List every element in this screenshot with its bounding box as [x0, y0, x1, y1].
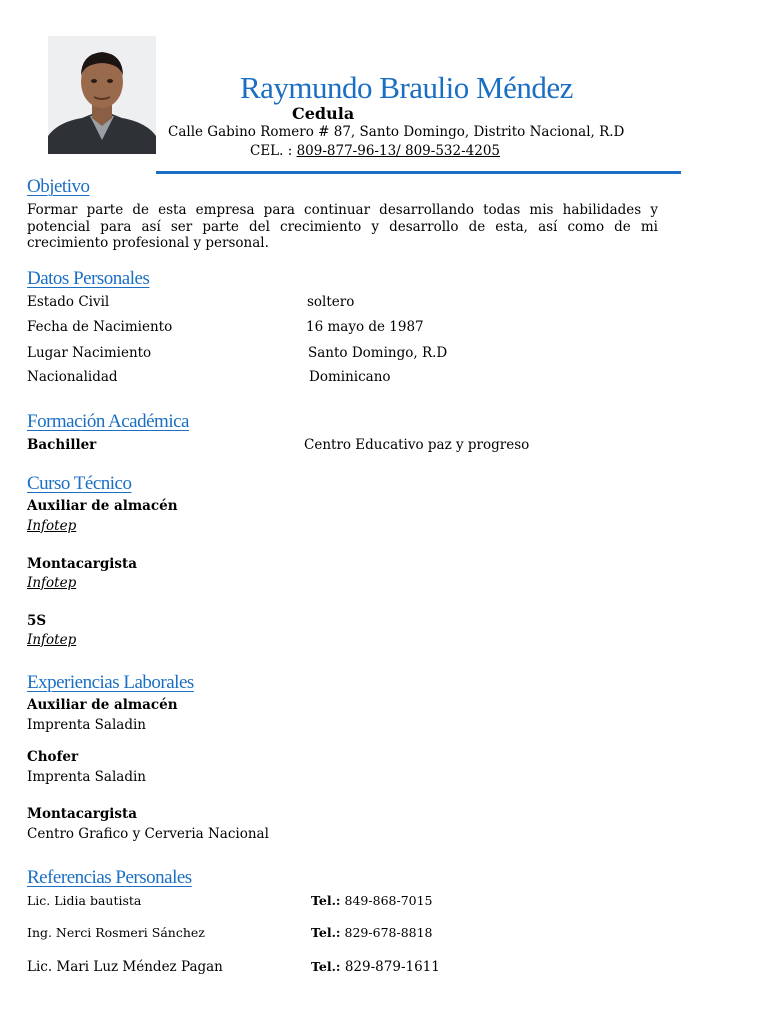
course-org: Infotep	[27, 632, 77, 648]
cel-line	[250, 143, 500, 159]
cel-label: CEL. :	[250, 143, 293, 159]
section-title-curso-tecnico: Curso Técnico	[27, 473, 132, 494]
job-role: Chofer	[27, 749, 79, 765]
tel-number: 829-879-1611	[344, 959, 440, 975]
job-role: Auxiliar de almacén	[27, 697, 178, 713]
section-title-referencias: Referencias Personales	[27, 867, 192, 888]
candidate-name: Raymundo Braulio Méndez	[240, 70, 573, 105]
job-company: Centro Grafico y Cerveria Nacional	[27, 826, 269, 842]
header-divider	[156, 171, 681, 174]
reference-phone	[311, 893, 433, 908]
reference-name: Lic. Mari Luz Méndez Pagan	[27, 959, 223, 975]
course-org: Infotep	[27, 575, 77, 591]
datos-value: soltero	[307, 294, 355, 310]
degree: Bachiller	[27, 437, 97, 453]
datos-label: Estado Civil	[27, 294, 110, 310]
course-name: Montacargista	[27, 556, 137, 572]
tel-label: Tel.:	[311, 925, 341, 940]
tel-label: Tel.:	[311, 893, 341, 908]
course-org: Infotep	[27, 518, 77, 534]
cedula-label: Cedula	[292, 104, 355, 123]
job-role: Montacargista	[27, 806, 137, 822]
datos-value: Santo Domingo, R.D	[308, 345, 448, 361]
objective-text: Formar parte de esta empresa para continuar desarrollando todas mis habilidades y potencial para así ser parte del crecimiento y desarrollo de esta, así como de mi crecimiento profesional y personal.	[27, 202, 658, 251]
reference-name: Lic. Lidia bautista	[27, 893, 142, 908]
reference-phone	[311, 959, 440, 975]
datos-label: Lugar Nacimiento	[27, 345, 152, 361]
section-title-datos-personales: Datos Personales	[27, 268, 150, 289]
profile-photo	[48, 36, 156, 154]
person-portrait-icon	[48, 36, 156, 154]
tel-number: 829-678-8818	[344, 925, 433, 940]
section-title-formacion: Formación Académica	[27, 411, 189, 432]
course-name: 5S	[27, 613, 47, 629]
school: Centro Educativo paz y progreso	[304, 437, 530, 453]
datos-value: 16 mayo de 1987	[306, 319, 424, 335]
tel-label: Tel.:	[311, 959, 341, 974]
datos-label: Nacionalidad	[27, 369, 118, 385]
datos-label: Fecha de Nacimiento	[27, 319, 173, 335]
section-title-experiencias: Experiencias Laborales	[27, 672, 194, 693]
tel-number: 849-868-7015	[344, 893, 433, 908]
job-company: Imprenta Saladin	[27, 769, 146, 785]
job-company: Imprenta Saladin	[27, 717, 146, 733]
course-name: Auxiliar de almacén	[27, 498, 178, 514]
phone-numbers: 809-877-96-13/ 809-532-4205	[296, 143, 501, 159]
datos-value: Dominicano	[309, 369, 391, 385]
reference-phone	[311, 925, 433, 940]
section-title-objetivo: Objetivo	[27, 176, 90, 197]
reference-name: Ing. Nerci Rosmeri Sánchez	[27, 925, 205, 940]
address: Calle Gabino Romero # 87, Santo Domingo, Distrito Nacional, R.D	[168, 124, 625, 140]
